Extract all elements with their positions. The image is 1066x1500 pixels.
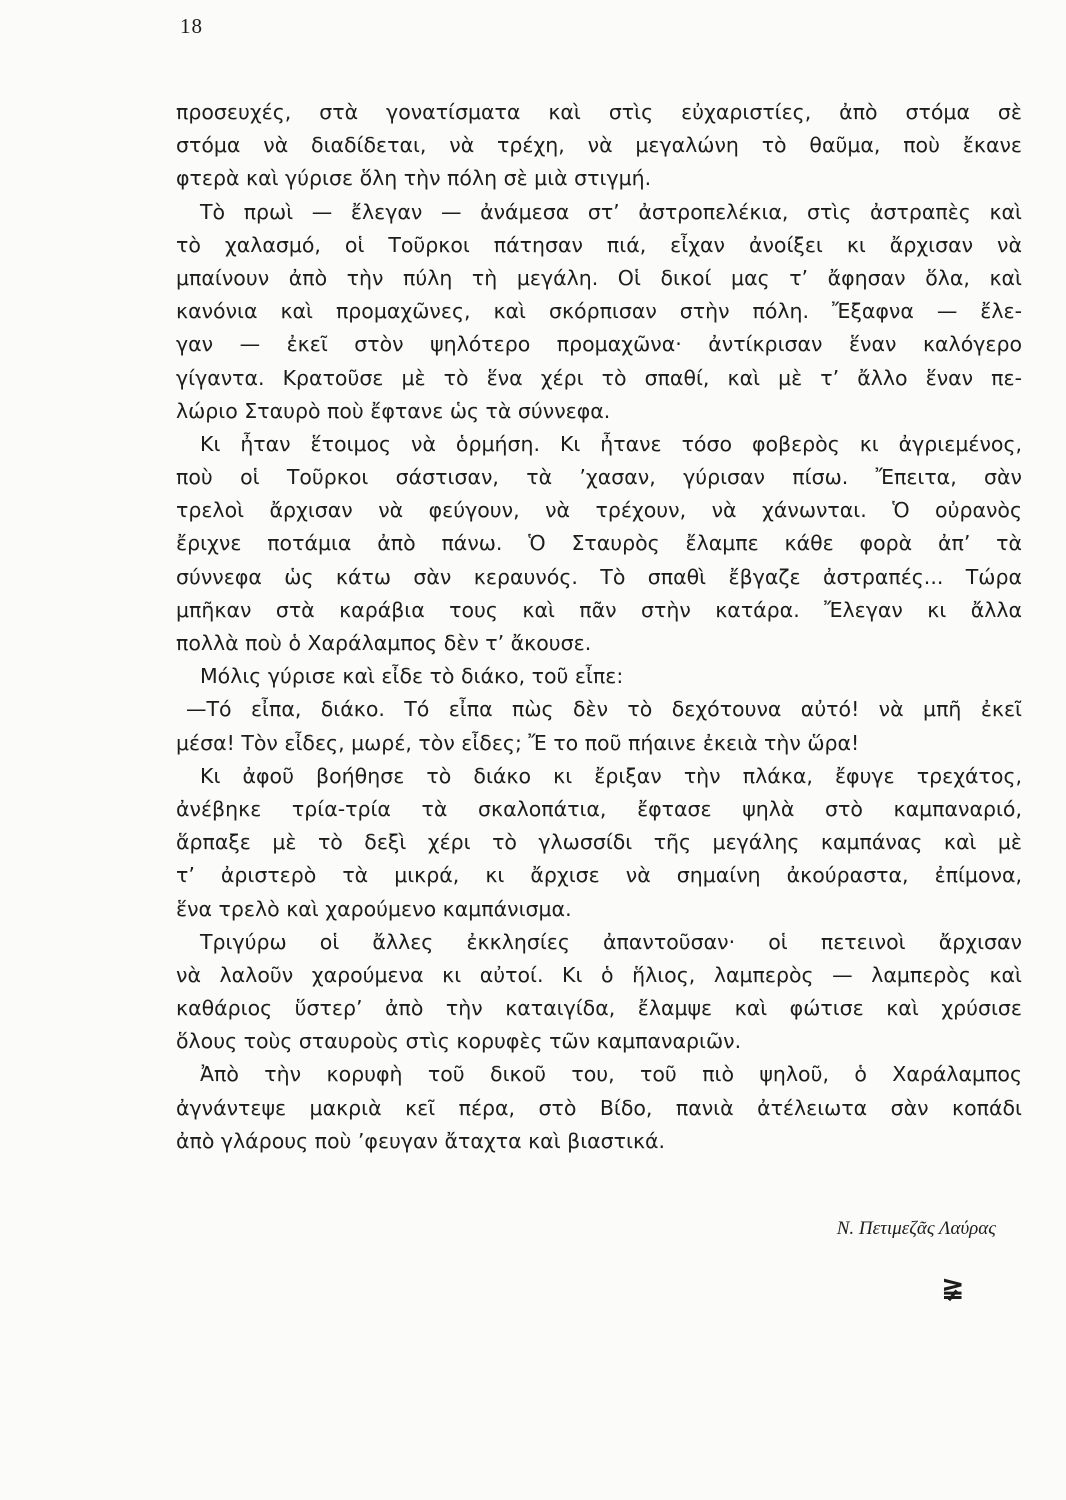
text-line: Κι ἦταν ἕτοιμος νὰ ὁρμήση. Κι ἦτανε τόσο φοβερὸς κι ἀγριεμένος, xyxy=(200,431,1022,456)
page-number: 18 xyxy=(180,14,203,38)
text-line: ὅλους τοὺς σταυροὺς στὶς κορυφὲς τῶν καμπαναριῶν. xyxy=(176,1029,742,1054)
text-line: τ’ ἀριστερὸ τὰ μικρά, κι ἄρχισε νὰ σημαίνη ἀκούραστα, ἐπίμονα, xyxy=(176,863,1022,888)
text-line: ποὺ οἱ Τοῦρκοι σάστισαν, τὰ ’χασαν, γύρισαν πίσω. Ἔπειτα, σὰν xyxy=(176,465,1022,490)
text-line: Τριγύρω οἱ ἄλλες ἐκκλησίες ἀπαντοῦσαν· οἱ πετεινοὶ ἄρχισαν xyxy=(200,929,1022,954)
text-line: γαν — ἐκεῖ στὸν ψηλότερο προμαχῶνα· ἀντίκρισαν ἕναν καλόγερο xyxy=(176,332,1022,357)
text-line: καθάριος ὕστερ’ ἀπὸ τὴν καταιγίδα, ἔλαμψε καὶ φώτισε καὶ χρύσισε xyxy=(176,996,1022,1021)
text-line: φτερὰ καὶ γύρισε ὅλη τὴν πόλη σὲ μιὰ στιγμή. xyxy=(176,166,652,191)
text-line: Κι ἀφοῦ βοήθησε τὸ διάκο κι ἔριξαν τὴν πλάκα, ἔφυγε τρεχάτος, xyxy=(200,763,1022,788)
text-line: τρελοὶ ἄρχισαν νὰ φεύγουν, νὰ τρέχουν, νὰ χάνωνται. Ὁ οὐρανὸς xyxy=(176,498,1022,523)
text-line: ἅρπαξε μὲ τὸ δεξὶ χέρι τὸ γλωσσίδι τῆς μεγάλης καμπάνας καὶ μὲ xyxy=(176,830,1022,855)
text-line: ἀπὸ γλάρους ποὺ ’φευγαν ἄταχτα καὶ βιαστικά. xyxy=(176,1128,666,1153)
text-line: σύννεφα ὡς κάτω σὰν κεραυνός. Τὸ σπαθὶ ἔβγαζε ἀστραπές... Τώρα xyxy=(176,564,1022,589)
text-line: ἕνα τρελὸ καὶ χαρούμενο καμπάνισμα. xyxy=(176,896,572,921)
text-line: ἔριχνε ποτάμια ἀπὸ πάνω. Ὁ Σταυρὸς ἔλαμπε κάθε φορὰ ἀπ’ τὰ xyxy=(176,531,1022,556)
text-line: Μόλις γύρισε καὶ εἶδε τὸ διάκο, τοῦ εἶπε: xyxy=(200,664,624,689)
author-signature: Ν. Πετιμεζᾶς Λαύρας xyxy=(836,1218,996,1239)
text-line: μπῆκαν στὰ καράβια τους καὶ πᾶν στὴν κατάρα. Ἔλεγαν κι ἄλλα xyxy=(176,597,1022,622)
text-line: στόμα νὰ διαδίδεται, νὰ τρέχη, νὰ μεγαλώνη τὸ θαῦμα, ποὺ ἔκανε xyxy=(176,133,1022,158)
text-line: λώριο Σταυρὸ ποὺ ἔφτανε ὡς τὰ σύννεφα. xyxy=(176,398,611,423)
text-line: —Τό εἶπα, διάκο. Τό εἶπα πὼς δὲν τὸ δεχότουνα αὐτό! νὰ μπῆ ἐκεῖ xyxy=(186,697,1022,722)
text-line: μπαίνουν ἀπὸ τὴν πύλη τὴ μεγάλη. Οἱ δικοί μας τ’ ἄφησαν ὅλα, καὶ xyxy=(176,265,1022,290)
text-line: κανόνια καὶ προμαχῶνες, καὶ σκόρπισαν στὴν πόλη. Ἔξαφνα — ἔλε- xyxy=(176,299,1022,324)
body-text xyxy=(176,96,1022,1158)
text-line: νὰ λαλοῦν χαρούμενα κι αὐτοί. Κι ὁ ἥλιος, λαμπερὸς — λαμπερὸς καὶ xyxy=(176,962,1022,987)
text-line: προσευχές, στὰ γονατίσματα καὶ στὶς εὐχαριστίες, ἀπὸ στόμα σὲ xyxy=(176,100,1022,124)
text-line: ἀγνάντεψε μακριὰ κεῖ πέρα, στὸ Βίδο, πανιὰ ἀτέλειωτα σὰν κοπάδι xyxy=(176,1095,1022,1120)
text-line: ἀνέβηκε τρία-τρία τὰ σκαλοπάτια, ἔφτασε ψηλὰ στὸ καμπαναριό, xyxy=(176,796,1022,821)
text-line: Τὸ πρωὶ — ἔλεγαν — ἀνάμεσα στ’ ἀστροπελέκια, στὶς ἀστραπὲς καὶ xyxy=(200,199,1022,224)
end-ornament-icon: ≩ xyxy=(941,1270,965,1303)
text-line: Ἀπὸ τὴν κορυφὴ τοῦ δικοῦ του, τοῦ πιὸ ψηλοῦ, ὁ Χαράλαμπος xyxy=(200,1062,1022,1087)
text-line: μέσα! Τὸν εἶδες, μωρέ, τὸν εἶδες; Ἔ το ποῦ πήαινε ἐκειὰ τὴν ὥρα! xyxy=(176,730,860,755)
text-line: πολλὰ ποὺ ὁ Χαράλαμπος δὲν τ’ ἄκουσε. xyxy=(176,631,592,655)
text-line: γίγαντα. Κρατοῦσε μὲ τὸ ἕνα χέρι τὸ σπαθί, καὶ μὲ τ’ ἄλλο ἕναν πε- xyxy=(176,365,1022,390)
text-line: τὸ χαλασμό, οἱ Τοῦρκοι πάτησαν πιά, εἶχαν ἀνοίξει κι ἄρχισαν νὰ xyxy=(176,232,1022,257)
